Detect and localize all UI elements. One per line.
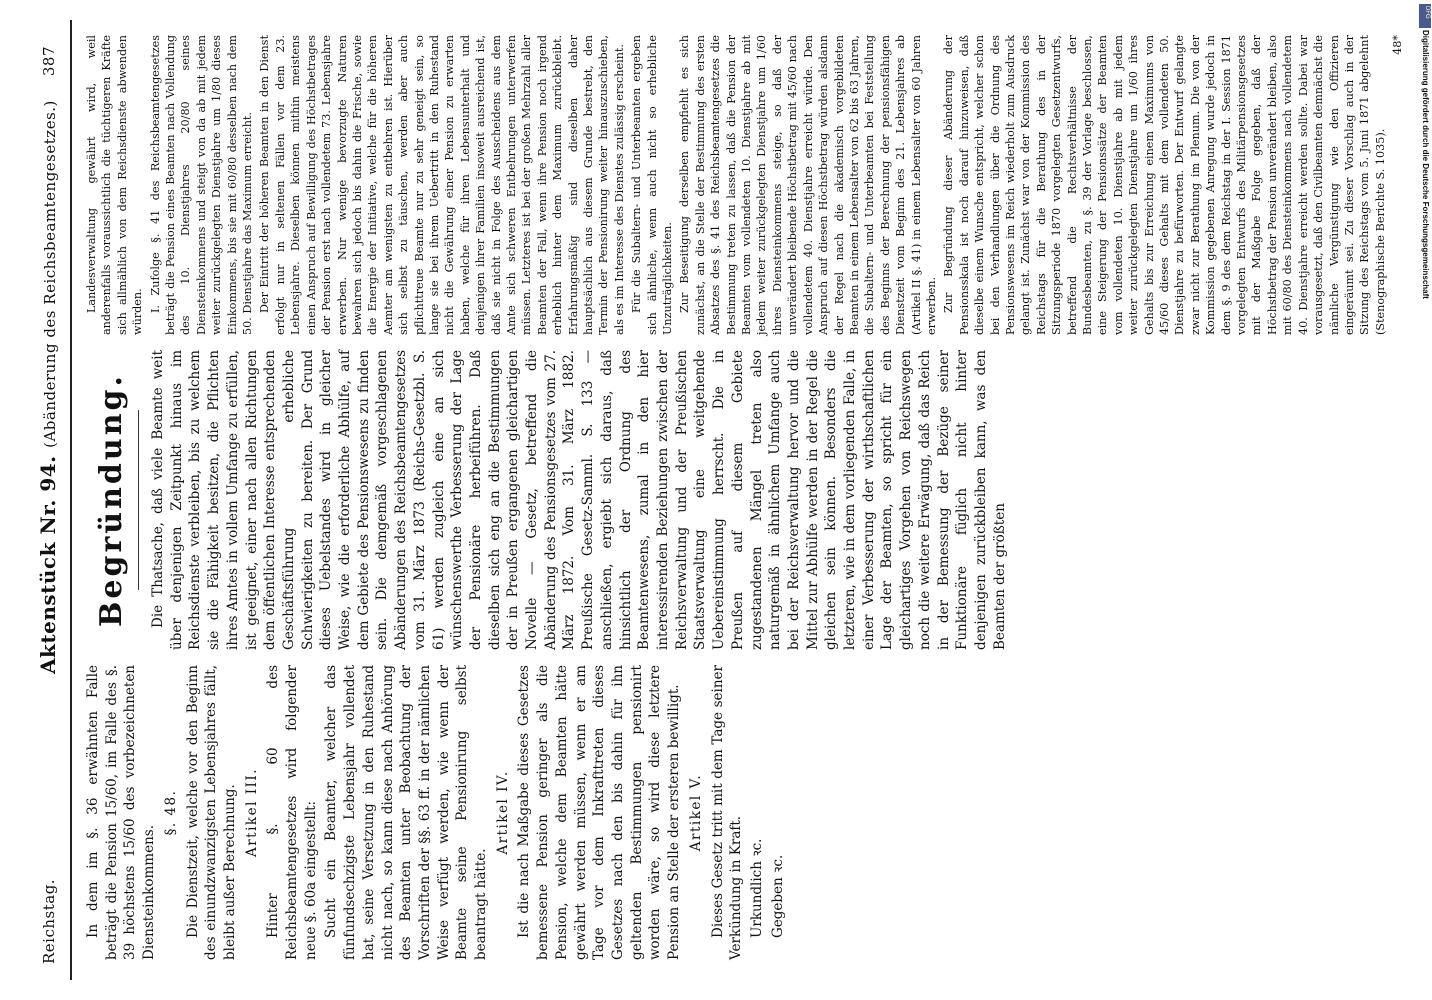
paragraph: Zur Begründung dieser Abänderung der Pensionsskala ist noch darauf hinzuweisen, daß dieselbe einem Wunsche entspricht, welcher schon bei den Verhandlungen über die Ordnung des Pensionswesens im Reich wiederholt zum Ausdruck gelangt ist. Zunächst war von der Kommission des Reichstags für die Berathung des in der Sitzungsperiode 1870 vorgelegten Gesetzentwurfs, betreffend die Rechtsverhältnisse der Bundesbeamten, zu §. 39 der Vorlage beschlossen, eine Steigerung der Pensionssätze der Beamten vom vollendeten 10. Dienstjahre ab mit jedem weiter zurückgelegten Dienstjahre um 1/60 ihres Gehalts bis zur Erreichung einem Maximums von 45/60 dieses Gehalts mit dem vollendeten 50. Dienstjahre zu befürworten. Der Entwurf gelangte zwar nicht zur Berathung im Plenum. Die von der Kommission gegebenen Anregung wurde jedoch in dem §. 9 des dem Reichstag in der I. Session 1871 vorgelegten Entwurfs des Militärpensionsgesetzes mit der Maßgabe Folge gegeben, daß der Höchstbetrag der Pension unverändert bleiben, also mit 60/80 des Diensteinkommens nach vollendetem 40. Dienstjahre erreicht werden sollte. Dabei war vorausgesetzt, daß den Civilbeamten demnächst die nämliche Vergünstigung wie den Offizieren eingeräumt sei. Zu dieser Vorschlag auch in der Sitzung des Reichstags vom 5. Juni 1871 abgelehnt (Stenographische Berichte S. 1035). <box>942 35 1387 335</box>
begruendung-heading: Begründung. <box>94 373 129 627</box>
header-left: Reichstag. <box>40 878 58 964</box>
paragraph: In dem im §. 36 erwähnten Falle beträgt die Pension 15/60, im Falle des §. 39 höchstens 15/60 des vorbezeichneten Diensteinkommens. <box>85 665 158 960</box>
funding-text: Digitalisierung gefördert durch die Deutsche Forschungsgemeinschaft <box>1421 30 1430 299</box>
paragraph: Die Dienstzeit, welche vor den Beginn des einundzwanzigsten Lebensjahres fällt, bleibt außer Berechnung. <box>184 665 238 960</box>
paragraph: Für die Subaltern- und Unterbeamten ergeben sich ähnliche, wenn auch nicht so erhebliche Unzuträglichkeiten. <box>630 35 675 335</box>
digitization-note <box>1418 0 1432 1000</box>
header-rule <box>70 20 72 980</box>
article-heading: Artikel IV. <box>494 770 511 855</box>
running-header <box>34 36 68 964</box>
article-heading: Artikel III. <box>243 768 260 858</box>
page-number: 387 <box>40 46 58 77</box>
dfg-logo <box>1419 4 1431 28</box>
paragraph: Landesverwaltung gewährt wird, weil anderenfalls voraussichtlich die tüchtigeren Kräfte sich allmählich von dem Reichsdienste abwenden würden. <box>85 35 145 335</box>
header-subject: (Abänderung des Reichsbeamtengesetzes.) <box>41 100 59 448</box>
paragraph: Der Eintritt der höheren Beamten in den Dienst erfolgt nur in seltenen Fällen vor dem 23. Lebensjahre. Dieselben können mithin meistens einen Anspruch auf Bewilligung des Höchstbetrages der Pension erst nach vollendetem 73. Lebensjahre erwerben. Nur wenige bevorzugte Naturen bewahren sich jedoch bis dahin die Frische, sowie die Energie der Initiative, welche für die höheren Aemter am wenigsten zu entbehren ist. Hierüber sich selbst zu täuschen, werden aber auch pflichttreue Beamte nur zu sehr geneigt sein, so lange sie bei ihrem Uebertritt in den Ruhestand nicht die Gewährung einer Pension zu erwarten haben, welche für ihren Lebensunterhalt und denjenigen ihrer Familien insoweit ausreichend ist, daß sie nicht in Folge des Ausscheidens aus dem Amte sich schweren Entbehrungen unterwerfen müssen. Letzteres ist bei der großen Mehrzahl aller Beamten der Fall, wenn ihre Pension noch irgend erheblich hinter dem Maximum zurückbleibt. Erfahrungsmäßig sind dieselben daher hauptsächlich aus diesem Grunde bestrebt, den Termin der Pensionirung weiter hinauszuschieben, als es im Interesse des Dienstes zulässig erscheint. <box>258 35 626 335</box>
header-title <box>36 100 60 674</box>
paragraph: I. Zufolge §. 41 des Reichsbeamtengesetzes beträgt die Pension eines Beamten nach Vollendung des 10. Dienstjahres 20/80 seines Diensteinkommens und steigt von da ab mit jedem weiter zurückgelegten Dienstjahre um 1/80 dieses Einkommens, bis sie mit 60/80 desselben nach dem 50. Dienstjahre das Maximum erreicht. <box>148 35 255 335</box>
paragraph: Die Thatsache, daß viele Beamte weit über denjenigen Zeitpunkt hinaus im Reichsdienste verbleiben, bis zu welchem sie die Fähigkeit besitzen, die Pflichten ihres Amtes in vollem Umfange zu erfüllen, ist geeignet, einer nach allen Richtungen dem öffentlichen Interesse entsprechenden Geschäftsführung erhebliche Schwierigkeiten zu bereiten. Der Grund dieses Uebelstandes wird in gleicher Weise, wie die erforderliche Abhülfe, auf dem Gebiete des Pensionswesens zu finden sein. Die demgemäß vorgeschlagenen Abänderungen des Reichsbeamtengesetzes vom 31. März 1873 (Reichs-Gesetzbl. S. 61) werden zugleich eine an sich wünschenswerthe Verbesserung der Lage der Pensionäre herbeiführen. Daß dieselben sich eng an die Bestimmungen der in Preußen ergangenen gleichartigen Novelle — Gesetz, betreffend die Abänderung des Pensionsgesetzes vom 27. März 1872. Vom 31. März 1882. Preußische Gesetz-Samml. S. 133 — anschließen, ergiebt sich daraus, daß hinsichtlich der Ordnung des Beamtenwesens, zumal in den hier interessirenden Beziehungen zwischen der Reichsverwaltung und der Preußischen Staatsverwaltung eine weitgehende Uebereinstimmung herrscht. Die in Preußen auf diesem Gebiete zugestandenen Mängel treten also naturgemäß in ähnlichem Umfange auch bei der Reichsverwaltung hervor und die Mittel zur Abhülfe werden in der Regel die gleichen sein können. Besonders die letzteren, wie in dem vorliegenden Falle, in einer Verbesserung der wirthschaftlichen Lage der Beamten, so spricht für ein gleichartiges Vorgehen von Reichswegen noch die weitere Erwägung, daß das Reich in der Bemessung der Bezüge seiner Funktionäre füglich nicht hinter denjenigen zurückbleiben kann, was den Beamten der größten <box>150 350 1008 650</box>
signature-mark: 48* <box>1391 35 1405 55</box>
right-column <box>84 35 1408 335</box>
signature-line: Urkundlich ꝛc. <box>748 838 765 938</box>
middle-column <box>84 350 1011 650</box>
dfg-logo-text: DFG <box>1424 6 1430 19</box>
signature-line: Gegeben ꝛc. <box>769 854 786 938</box>
paragraph: Dieses Gesetz tritt mit dem Tage seiner Verkündung in Kraft. <box>709 665 745 960</box>
left-column <box>84 665 789 960</box>
paragraph: Zur Beseitigung derselben empfiehlt es sich zunächst, an die Stelle der Bestimmung des ersten Absatzes des §. 41 des Reichsbeamtengesetzes die Bestimmung treten zu lassen, daß die Pension der Beamten vom vollendeten 10. Dienstjahre ab mit jedem weiter zurückgelegten Dienstjahre um 1/60 ihres Diensteinkommens steige, so daß der unverändert bleibende Höchstbetrag mit 45/60 nach vollendetem 40. Dienstjahre erreicht würde. Den Anspruch auf diesen Höchstbetrag würden alsdann der Regel nach die akademisch vorgebildeten Beamten in einem Lebensalter von 62 bis 63 Jahren, die Subaltern- und Unterbeamten bei Feststellung des Beginns der Berechnung der pensionsfähigen Dienstzeit vom Beginn des 21. Lebensjahres ab (Artikel II §. 41) in einem Lebensalter von 60 Jahren erwerben. <box>678 35 938 335</box>
article-heading: Artikel V. <box>687 773 704 852</box>
heading-rule <box>138 410 139 590</box>
section-heading: §. 48. <box>162 789 179 836</box>
paragraph: Sucht ein Beamter, welcher das fünfundsechzigste Lebensjahr vollendet hat, seine Versetzung in den Ruhestand nicht nach, so kann diese nach Anhörung des Beamten unter Beobachtung der Vorschriften der §§. 63 ff. in der nämlichen Weise verfügt werden, wie wenn der Beamte seine Pensionirung selbst beantragt hätte. <box>323 665 490 960</box>
header-document-number: Aktenstück Nr. 94. <box>36 455 60 674</box>
paragraph: Ist die nach Maßgabe dieses Gesetzes bemessene Pension geringer als die Pension, welche dem Beamten hätte gewährt werden müssen, wenn er am Tage vor dem Inkrafttreten dieses Gesetzes nach den bis dahin für ihn geltenden Bestimmungen pensionirt worden wäre, so wird diese letztere Pension an Stelle der ersteren bewilligt. <box>516 665 683 960</box>
paragraph: Hinter §. 60 des Reichsbeamtengesetzes wird folgender neue §. 60a eingestellt: <box>265 665 319 960</box>
